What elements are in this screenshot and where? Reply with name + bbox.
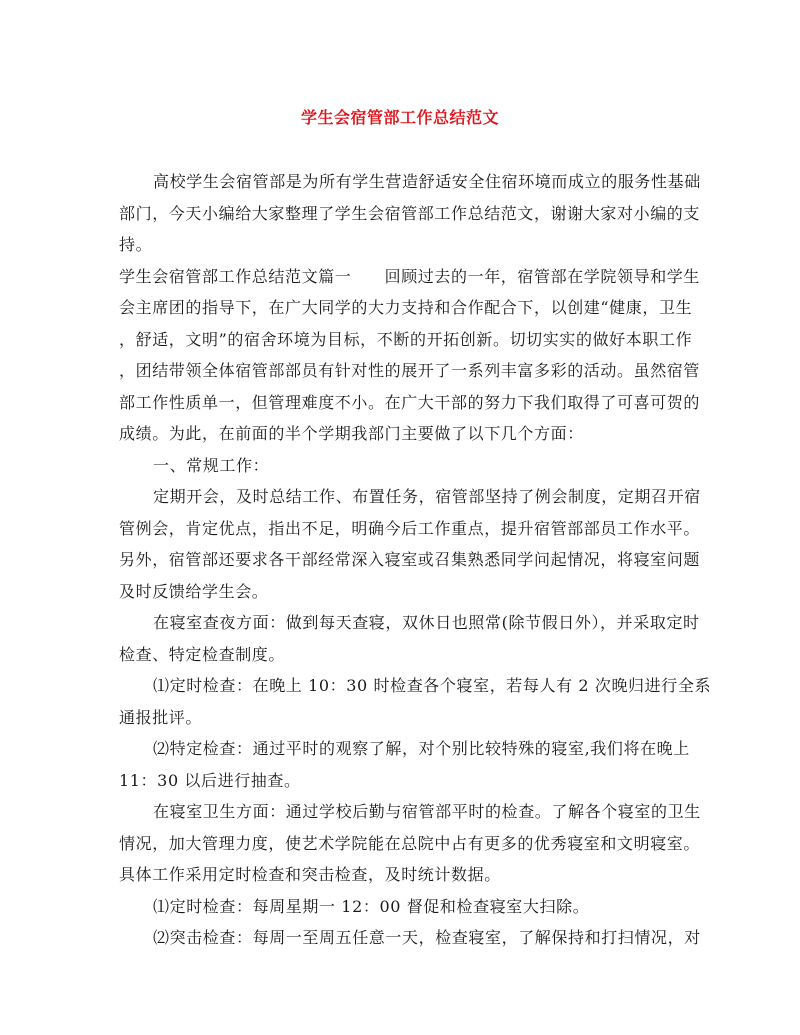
body-line: ，团结带领全体宿管部部员有针对性的展开了一系列丰富多彩的活动。虽然宿管: [119, 361, 701, 380]
body-line: 具体工作采用定时检查和突击检查，及时统计数据。: [119, 865, 501, 884]
body-line: 会主席团的指导下，在广大同学的大力支持和合作配合下，以创建“健康，卫生: [119, 298, 693, 317]
body-line: 高校学生会宿管部是为所有学生营造舒适安全住宿环境而成立的服务性基础: [153, 172, 701, 191]
body-line: ⑴定时检查：每周星期一 12：00 督促和检查寝室大扫除。: [153, 896, 590, 916]
body-line: ⑵特定检查：通过平时的观察了解，对个别比较特殊的寝室,我们将在晚上: [153, 739, 690, 758]
body-line: 学生会宿管部工作总结范文篇一 回顾过去的一年，宿管部在学院领导和学生: [119, 266, 701, 286]
document-body: [119, 166, 712, 954]
document-title: 学生会宿管部工作总结范文: [300, 108, 499, 127]
body-line: 在寝室卫生方面：通过学校后勤与宿管部平时的检查。了解各个寝室的卫生: [153, 802, 701, 821]
body-line: ，舒适，文明”的宿舍环境为目标，不断的开拓创新。切切实实的做好本职工作: [119, 329, 693, 349]
body-line: 成绩。为此，在前面的半个学期我部门主要做了以下几个方面：: [119, 424, 584, 443]
body-line: ⑵突击检查：每周一至周五任意一天，检查寝室，了解保持和打扫情况，对: [153, 928, 701, 947]
section-heading: 一、常规工作：: [153, 455, 270, 475]
body-line: 部工作性质单一，但管理难度不小。在广大干部的努力下我们取得了可喜可贺的: [119, 392, 701, 412]
body-line: 管例会，肯定优点，指出不足，明确今后工作重点，提升宿管部部员工作水平。: [119, 518, 701, 538]
body-line: 检查、特定检查制度。: [119, 644, 286, 664]
body-line: 定期开会，及时总结工作、布置任务，宿管部坚持了例会制度，定期召开宿: [153, 487, 701, 506]
body-line: ⑴定时检查：在晚上 10：30 时检查各个寝室，若每人有 2 次晚归进行全系: [153, 676, 712, 695]
body-line: 部门，今天小编给大家整理了学生会宿管部工作总结范文，谢谢大家对小编的支: [119, 203, 701, 223]
body-line: 持。: [119, 235, 153, 254]
body-line: 11：30 以后进行抽查。: [119, 770, 301, 790]
body-line: 在寝室查夜方面：做到每天查寝，双休日也照常(除节假日外），并采取定时: [153, 613, 700, 632]
body-line: 通报批评。: [119, 707, 203, 727]
body-line: 及时反馈给学生会。: [119, 581, 269, 601]
body-line: 情况，加大管理力度，使艺术学院能在总院中占有更多的优秀寝室和文明寝室。: [119, 833, 701, 853]
body-line: 另外，宿管部还要求各干部经常深入寝室或召集熟悉同学问起情况，将寝室问题: [119, 550, 701, 569]
